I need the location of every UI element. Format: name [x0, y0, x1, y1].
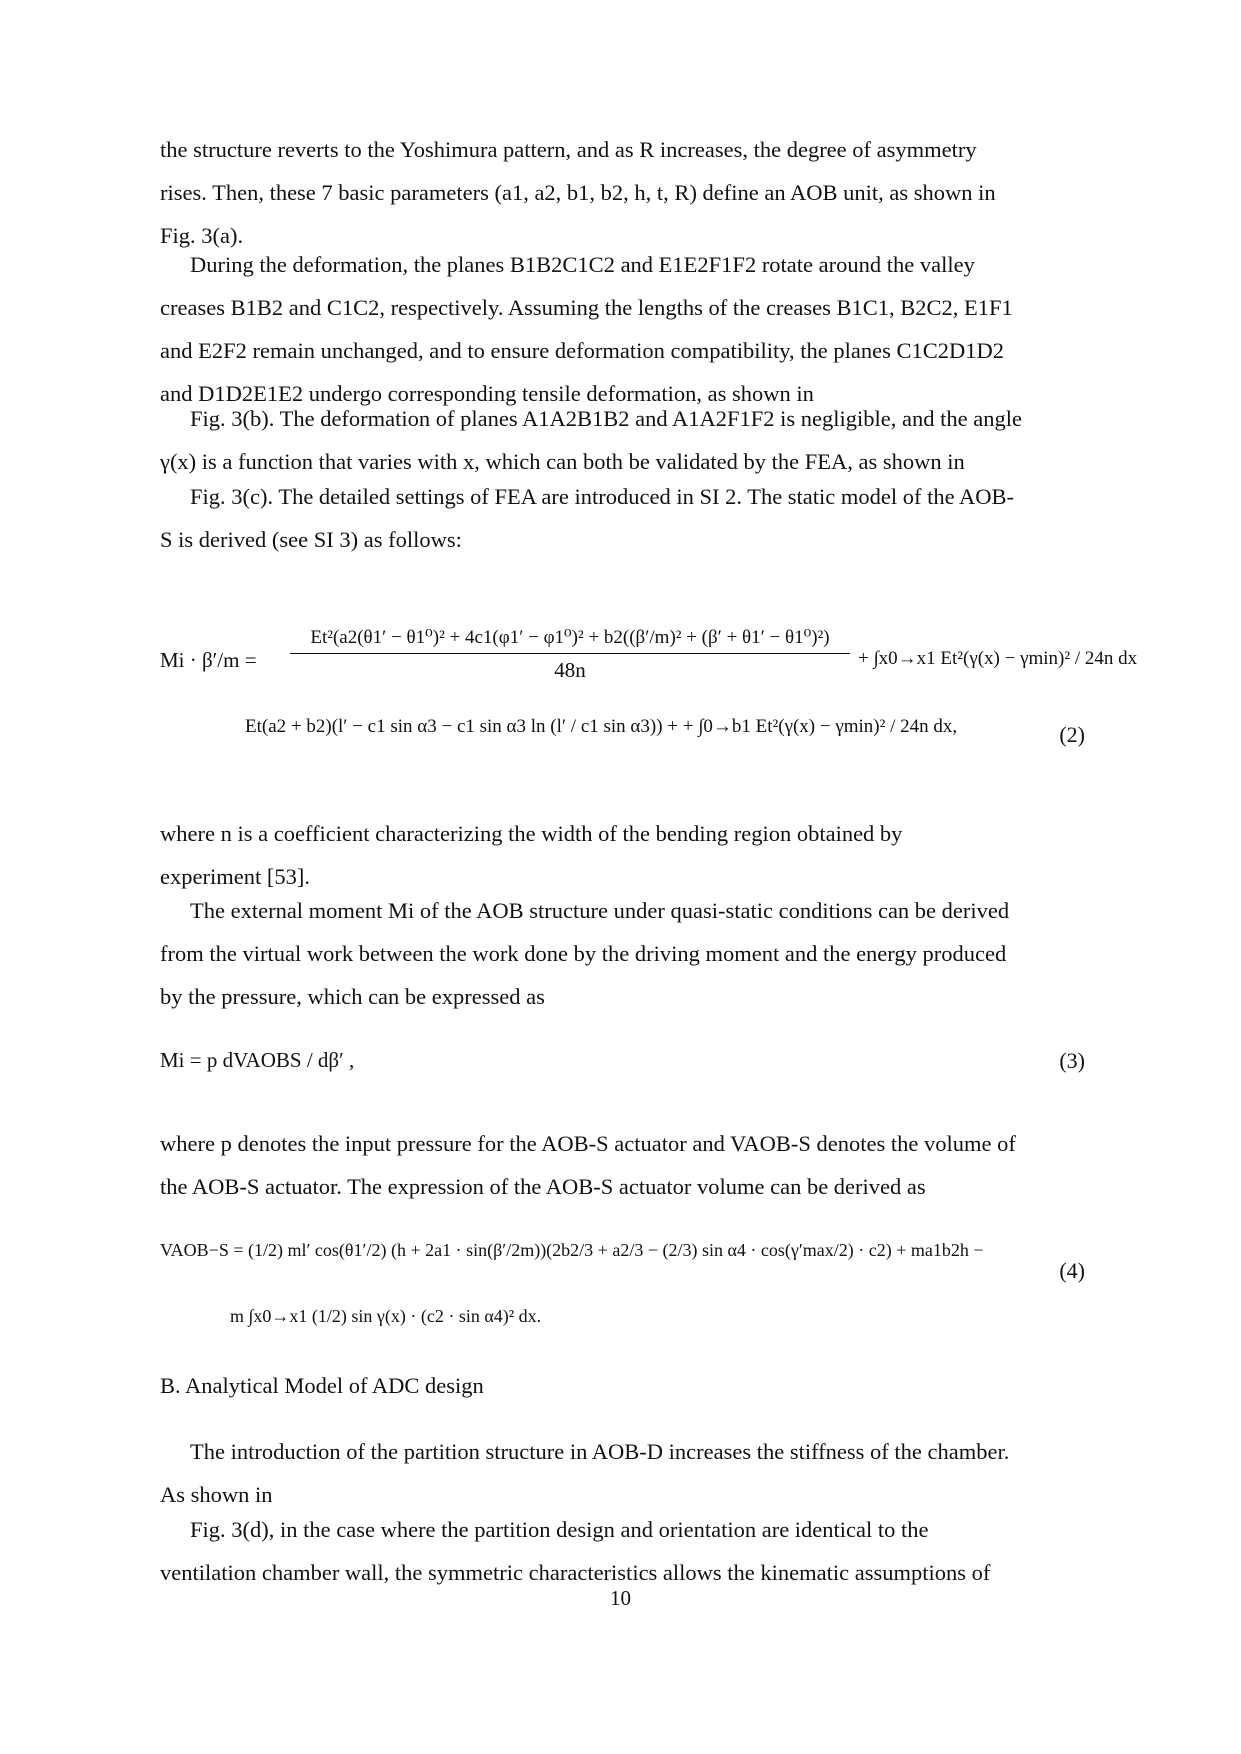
equation-number: (3): [1059, 1048, 1085, 1073]
text-line: where p denotes the input pressure for the AOB-S actuator and VAOB-S denotes the volume of: [160, 1131, 1016, 1156]
paragraph-coefficient-n: [160, 812, 1085, 898]
text-line: creases B1B2 and C1C2, respectively. Assuming the lengths of the creases B1C1, B2C2, E1F1: [160, 295, 1013, 320]
text-line: experiment [53].: [160, 864, 310, 889]
paragraph-deformation: [160, 243, 1085, 415]
text-line: where n is a coefficient characterizing the width of the bending region obtained by: [160, 821, 903, 846]
paragraph-volume: [160, 1122, 1085, 1208]
text-line: ventilation chamber wall, the symmetric characteristics allows the kinematic assumptions of: [160, 1560, 991, 1585]
text-line: Fig. 3(c). The detailed settings of FEA are introduced in SI 2. The static model of the AOB-: [190, 484, 1015, 509]
equation-number: (4): [1059, 1258, 1085, 1283]
text-line: the AOB-S actuator. The expression of the AOB-S actuator volume can be derived as: [160, 1174, 926, 1199]
paragraph-fig3b: [160, 397, 1085, 483]
equation-2-denominator: 48n: [554, 658, 586, 682]
text-line: the structure reverts to the Yoshimura pattern, and as R increases, the degree of asymmetry: [160, 137, 977, 162]
text-line: rises. Then, these 7 basic parameters (a1, a2, b1, b2, h, t, R) define an AOB unit, as shown in: [160, 180, 996, 205]
paragraph-external-moment: [160, 889, 1085, 1018]
equation-2-integral: + ∫x0→x1 Et²(γ(x) − γmin)² / 24n dx: [858, 648, 1138, 669]
section-heading: B. Analytical Model of ADC design: [160, 1373, 484, 1398]
text-line: Fig. 3(d), in the case where the partition design and orientation are identical to the: [190, 1517, 929, 1542]
text-line: and E2F2 remain unchanged, and to ensure deformation compatibility, the planes C1C2D1D2: [160, 338, 1004, 363]
text-line: S is derived (see SI 3) as follows:: [160, 527, 462, 552]
equation-2-lhs: Mi · β′/m =: [160, 648, 257, 672]
text-line: γ(x) is a function that varies with x, which can both be validated by the FEA, as shown in: [160, 449, 965, 474]
text-line: from the virtual work between the work done by the driving moment and the energy produced: [160, 941, 1007, 966]
text-line: The external moment Mi of the AOB structure under quasi-static conditions can be derived: [190, 898, 1010, 923]
equation-3-body: Mi = p dVAOBS / dβ′ ,: [160, 1048, 355, 1072]
text-line: and D1D2E1E2 undergo corresponding tensile deformation, as shown in: [160, 381, 814, 406]
text-line: During the deformation, the planes B1B2C1C2 and E1E2F1F2 rotate around the valley: [190, 252, 975, 277]
page-number: 10: [610, 1586, 631, 1610]
equation-2-fraction: [290, 626, 850, 683]
equation-4-line1: VAOB−S = (1/2) ml′ cos(θ1′/2) (h + 2a1 · sin(β′/2m))(2b2/3 + a2/3 − (2/3) sin α4 · cos(γ′max/2) · c2) + ma1b2h −: [160, 1240, 984, 1260]
paragraph-fig3d: [160, 1508, 1085, 1594]
equation-4-line2: m ∫x0→x1 (1/2) sin γ(x) · (c2 · sin α4)² dx.: [230, 1306, 542, 1326]
equation-number: (2): [1059, 722, 1085, 747]
paragraph-fig3c: [160, 475, 1085, 561]
text-line: The introduction of the partition structure in AOB-D increases the stiffness of the chamber.: [190, 1439, 1010, 1464]
equation-3: [160, 1048, 1085, 1073]
equation-2-numerator: Et²(a2(θ1′ − θ1⁰)² + 4c1(φ1′ − φ1⁰)² + b2((β′/m)² + (β′ + θ1′ − θ1⁰)²): [290, 626, 850, 654]
paragraph-partition: [160, 1430, 1085, 1516]
equation-2-line2: Et(a2 + b2)(l′ − c1 sin α3 − c1 sin α3 ln (l′ / c1 sin α3)) + + ∫0→b1 Et²(γ(x) − γmin)² / 24n dx,: [245, 716, 958, 737]
text-line: As shown in: [160, 1482, 273, 1507]
text-line: Fig. 3(b). The deformation of planes A1A2B1B2 and A1A2F1F2 is negligible, and the angle: [190, 406, 1022, 431]
text-line: by the pressure, which can be expressed as: [160, 984, 545, 1009]
text-line: Fig. 3(a).: [160, 223, 244, 248]
paragraph-yoshimura: [160, 128, 1085, 257]
